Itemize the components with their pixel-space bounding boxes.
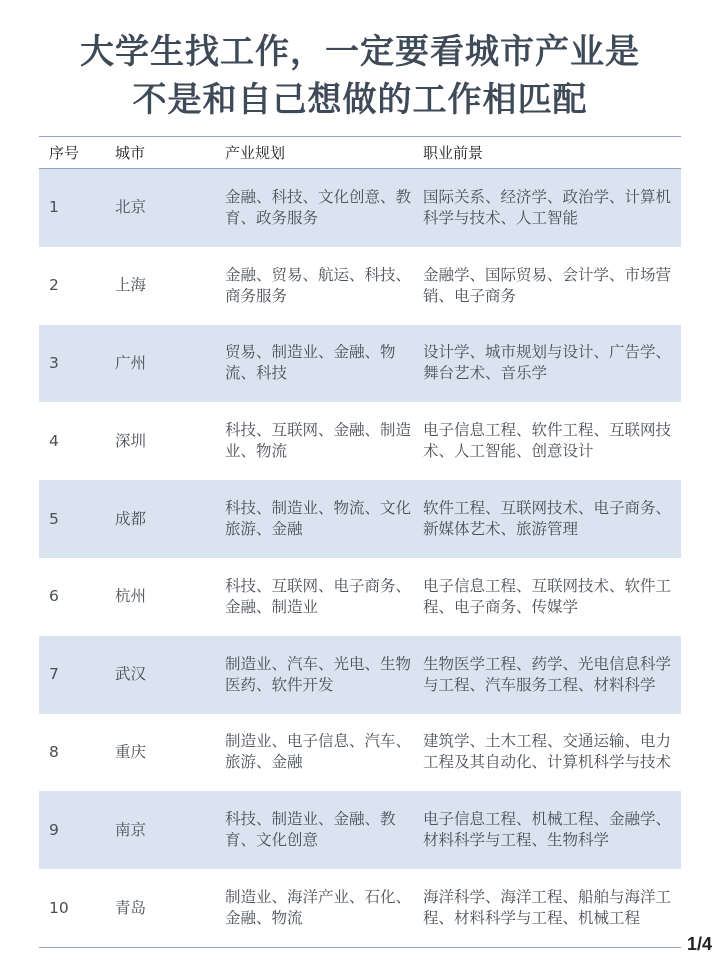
cell-city: 深圳 bbox=[115, 431, 147, 450]
cell-industry: 制造业、电子信息、汽车、旅游、金融 bbox=[225, 732, 412, 772]
cell-career: 电子信息工程、软件工程、互联网技术、人工智能、创意设计 bbox=[423, 421, 672, 461]
cell-career: 国际关系、经济学、政治学、计算机科学与技术、人工智能 bbox=[423, 187, 672, 227]
cell-career: 生物医学工程、药学、光电信息科学与工程、汽车服务工程、材料科学 bbox=[423, 654, 672, 694]
cell-industry: 科技、制造业、物流、文化旅游、金融 bbox=[225, 499, 412, 539]
cell-career: 设计学、城市规划与设计、广告学、舞台艺术、音乐学 bbox=[423, 343, 672, 383]
cell-industry: 科技、互联网、金融、制造业、物流 bbox=[225, 421, 412, 461]
city-industry-table bbox=[39, 136, 681, 948]
title-line-1: 大学生找工作，一定要看城市产业是 bbox=[80, 32, 640, 72]
table-row bbox=[39, 558, 681, 636]
table-row bbox=[39, 636, 681, 714]
cell-industry: 金融、科技、文化创意、教育、政务服务 bbox=[225, 187, 412, 227]
header-career: 职业前景 bbox=[423, 144, 484, 162]
cell-career: 软件工程、互联网技术、电子商务、新媒体艺术、旅游管理 bbox=[423, 499, 672, 539]
cell-city: 广州 bbox=[115, 353, 147, 372]
cell-index: 6 bbox=[49, 587, 59, 606]
cell-career: 电子信息工程、机械工程、金融学、材料科学与工程、生物科学 bbox=[423, 810, 672, 850]
table-row bbox=[39, 480, 681, 558]
cell-index: 5 bbox=[49, 509, 59, 528]
cell-industry: 科技、互联网、电子商务、金融、制造业 bbox=[225, 576, 412, 616]
cell-industry: 金融、贸易、航运、科技、商务服务 bbox=[225, 265, 412, 305]
cell-city: 上海 bbox=[115, 276, 147, 295]
header-industry: 产业规划 bbox=[225, 144, 286, 162]
cell-city: 北京 bbox=[115, 198, 147, 217]
cell-career: 海洋科学、海洋工程、船舶与海洋工程、材料科学与工程、机械工程 bbox=[423, 888, 672, 928]
cell-index: 2 bbox=[49, 276, 59, 295]
table-row bbox=[39, 714, 681, 792]
cell-career: 建筑学、土木工程、交通运输、电力工程及其自动化、计算机科学与技术 bbox=[423, 732, 672, 772]
cell-index: 8 bbox=[49, 742, 59, 761]
cell-city: 重庆 bbox=[115, 742, 147, 761]
cell-index: 7 bbox=[49, 665, 59, 684]
cell-city: 南京 bbox=[115, 820, 147, 839]
table-row bbox=[39, 791, 681, 869]
table-row bbox=[39, 325, 681, 403]
table-row bbox=[39, 247, 681, 325]
cell-career: 金融学、国际贸易、会计学、市场营销、电子商务 bbox=[423, 265, 672, 305]
page-indicator: 1/4 bbox=[686, 934, 712, 954]
table-row bbox=[39, 869, 681, 947]
header-city: 城市 bbox=[115, 144, 146, 162]
cell-industry: 制造业、汽车、光电、生物医药、软件开发 bbox=[225, 654, 412, 694]
table-row bbox=[39, 402, 681, 480]
cell-index: 9 bbox=[49, 820, 59, 839]
cell-index: 3 bbox=[49, 353, 59, 372]
cell-industry: 制造业、海洋产业、石化、金融、物流 bbox=[225, 888, 412, 928]
cell-index: 4 bbox=[49, 431, 59, 450]
title-line-2: 不是和自己想做的工作相匹配 bbox=[132, 80, 588, 120]
header-index: 序号 bbox=[49, 144, 80, 162]
cell-city: 武汉 bbox=[115, 665, 147, 684]
page-title bbox=[0, 28, 720, 124]
cell-career: 电子信息工程、互联网技术、软件工程、电子商务、传媒学 bbox=[423, 576, 672, 616]
cell-industry: 科技、制造业、金融、教育、文化创意 bbox=[225, 810, 396, 850]
cell-city: 杭州 bbox=[115, 587, 147, 606]
table-row bbox=[39, 169, 681, 247]
cell-index: 1 bbox=[49, 198, 59, 217]
cell-industry: 贸易、制造业、金融、物流、科技 bbox=[225, 343, 396, 383]
cell-city: 成都 bbox=[115, 509, 147, 528]
cell-index: 10 bbox=[49, 898, 69, 917]
table-header bbox=[39, 137, 681, 169]
cell-city: 青岛 bbox=[115, 898, 147, 917]
